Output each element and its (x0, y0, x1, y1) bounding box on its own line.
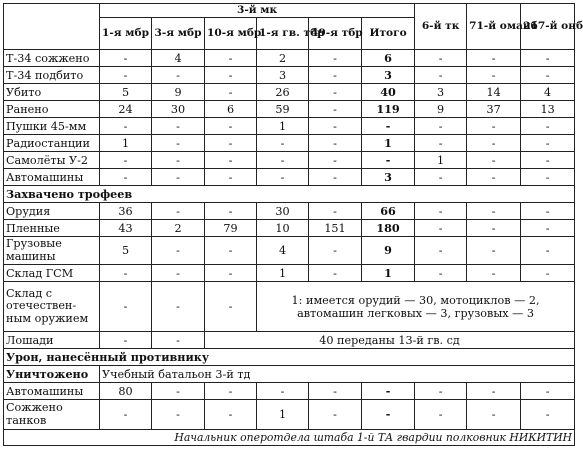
table-cell: - (309, 400, 362, 430)
table-cell: - (467, 152, 521, 169)
col-header: 49-я тбр (309, 18, 362, 50)
table-cell: 9 (415, 101, 467, 118)
row-label: Пушки 45-мм (4, 118, 100, 135)
table-cell: - (362, 400, 415, 430)
footer-row (4, 430, 575, 446)
warehouse-note: 1: имеется орудий — 30, мотоциклов — 2, автомашин легковых — 3, грузовых — 3 (257, 282, 575, 332)
table-cell: 59 (257, 101, 309, 118)
table-cell: - (309, 67, 362, 84)
table-cell: - (309, 265, 362, 282)
table-cell: 43 (100, 220, 152, 237)
table-row (4, 169, 575, 186)
table-cell: 1 (362, 135, 415, 152)
section-row (4, 186, 575, 203)
corner-cell (4, 4, 100, 50)
table-cell: 6 (362, 50, 415, 67)
table-cell: - (152, 67, 205, 84)
table-cell: - (205, 152, 257, 169)
destroyed-note: Учебный батальон 3-й тд (100, 366, 575, 383)
table-cell: - (415, 118, 467, 135)
table-row (4, 67, 575, 84)
table-cell: - (309, 135, 362, 152)
table-cell: - (205, 265, 257, 282)
table-cell: - (257, 169, 309, 186)
table-cell: - (152, 282, 205, 332)
table-cell: - (152, 332, 205, 349)
table-cell: 9 (152, 84, 205, 101)
table-cell: 26 (257, 84, 309, 101)
row-label: Убито (4, 84, 100, 101)
table-cell: 37 (467, 101, 521, 118)
table-cell: - (257, 135, 309, 152)
row-label: Пленные (4, 220, 100, 237)
table-cell: - (257, 152, 309, 169)
table-cell: 4 (521, 84, 575, 101)
table-cell: - (521, 67, 575, 84)
table-cell: 30 (152, 101, 205, 118)
table-cell: 5 (100, 84, 152, 101)
table-cell: 24 (100, 101, 152, 118)
table-cell: - (152, 265, 205, 282)
table-cell: - (309, 169, 362, 186)
table-cell: - (521, 237, 575, 265)
row-label: Т-34 подбито (4, 67, 100, 84)
table-cell: - (205, 169, 257, 186)
table-row (4, 152, 575, 169)
table-cell: - (521, 152, 575, 169)
row-label: Грузовые машины (4, 237, 100, 265)
table-cell: 80 (100, 383, 152, 400)
table-cell: 4 (257, 237, 309, 265)
table-row (4, 203, 575, 220)
row-label: Склад с отечествен-ным оружием (4, 282, 100, 332)
table-cell: - (100, 152, 152, 169)
table-cell: - (100, 332, 152, 349)
table-cell: 3 (362, 169, 415, 186)
section-title: Захвачено трофеев (4, 186, 575, 203)
table-row (4, 282, 575, 332)
table-cell: - (521, 118, 575, 135)
table-cell: - (205, 50, 257, 67)
table-cell: - (415, 237, 467, 265)
table-cell: - (415, 265, 467, 282)
table-cell: 36 (100, 203, 152, 220)
table-cell: - (309, 118, 362, 135)
table-cell: - (415, 67, 467, 84)
table-cell: - (521, 135, 575, 152)
table-cell: 1 (257, 265, 309, 282)
row-label: Ранено (4, 101, 100, 118)
table-cell: 10 (257, 220, 309, 237)
table-cell: - (309, 84, 362, 101)
group-header-3mk: 3-й мк (100, 4, 415, 18)
col-header: 6-й тк (415, 4, 467, 50)
table-cell: - (415, 203, 467, 220)
table-cell: - (521, 265, 575, 282)
table-cell: 13 (521, 101, 575, 118)
table-cell: 119 (362, 101, 415, 118)
table-cell: - (521, 50, 575, 67)
table-cell: 79 (205, 220, 257, 237)
table-cell: - (309, 383, 362, 400)
table-row (4, 332, 575, 349)
table-cell: - (467, 50, 521, 67)
table-cell: - (205, 400, 257, 430)
table-row (4, 118, 575, 135)
table-cell: 180 (362, 220, 415, 237)
table-cell: - (152, 400, 205, 430)
table-cell: - (467, 400, 521, 430)
table-cell: 4 (152, 50, 205, 67)
row-label: Автомашины (4, 383, 100, 400)
losses-table (3, 3, 583, 446)
table-cell: 2 (152, 220, 205, 237)
table-cell: 66 (362, 203, 415, 220)
table-cell: - (152, 203, 205, 220)
table-cell: - (521, 400, 575, 430)
col-header: Итого (362, 18, 415, 50)
row-label: Орудия (4, 203, 100, 220)
table-cell: - (100, 400, 152, 430)
col-header: 1-я гв. тбр (257, 18, 309, 50)
table-cell: - (467, 220, 521, 237)
table-cell: - (467, 67, 521, 84)
table-row (4, 135, 575, 152)
table-cell: - (415, 400, 467, 430)
table-cell: 3 (362, 67, 415, 84)
table-cell: 9 (362, 237, 415, 265)
table-cell: - (309, 237, 362, 265)
table-cell: - (415, 220, 467, 237)
table-cell: - (309, 152, 362, 169)
table-cell: 6 (205, 101, 257, 118)
table-cell: - (257, 383, 309, 400)
table-cell: - (467, 135, 521, 152)
table-cell: - (100, 265, 152, 282)
table-row (4, 237, 575, 265)
table-cell: - (205, 237, 257, 265)
section-title: Урон, нанесённый противнику (4, 349, 575, 366)
table-cell: - (152, 169, 205, 186)
table-cell: - (205, 203, 257, 220)
table-cell: - (521, 169, 575, 186)
table-cell: - (309, 101, 362, 118)
table-cell: - (467, 203, 521, 220)
col-header: 1-я мбр (100, 18, 152, 50)
table-cell: - (100, 169, 152, 186)
row-label: Радиостанции (4, 135, 100, 152)
table-cell: 5 (100, 237, 152, 265)
table-cell: - (152, 237, 205, 265)
table-row (4, 50, 575, 67)
table-cell: - (362, 383, 415, 400)
table-cell: 30 (257, 203, 309, 220)
row-label: Т-34 сожжено (4, 50, 100, 67)
horses-note: 40 переданы 13-й гв. сд (205, 332, 575, 349)
table-cell: - (100, 118, 152, 135)
table-cell: - (100, 50, 152, 67)
signature-line: Начальник оперотдела штаба 1-й ТА гвардии полковник НИКИТИН (4, 430, 575, 446)
table-cell: - (467, 237, 521, 265)
row-label: Уничтожено (4, 366, 100, 383)
table-row (4, 101, 575, 118)
table-row (4, 265, 575, 282)
table-cell: - (309, 203, 362, 220)
table-cell: - (415, 169, 467, 186)
table-cell: - (100, 67, 152, 84)
table-cell: - (415, 383, 467, 400)
table-cell: - (152, 135, 205, 152)
col-header: 10-я мбр (205, 18, 257, 50)
table-cell: 1 (362, 265, 415, 282)
table-cell: - (521, 203, 575, 220)
table-cell: - (362, 152, 415, 169)
row-label: Сожжено танков (4, 400, 100, 430)
table-cell: - (205, 282, 257, 332)
table-cell: - (521, 383, 575, 400)
table-cell: - (100, 282, 152, 332)
table-row (4, 383, 575, 400)
table-cell: 3 (415, 84, 467, 101)
table-cell: - (362, 118, 415, 135)
table-cell: - (521, 220, 575, 237)
section-row (4, 349, 575, 366)
table-cell: 40 (362, 84, 415, 101)
table-cell: 1 (100, 135, 152, 152)
table-cell: - (415, 135, 467, 152)
row-label: Склад ГСМ (4, 265, 100, 282)
table-row (4, 84, 575, 101)
table-cell: - (152, 118, 205, 135)
table-cell: 3 (257, 67, 309, 84)
col-header: 71-й оманб (467, 4, 521, 50)
col-header: 217-й онб (521, 4, 575, 50)
table-cell: 1 (257, 118, 309, 135)
table-cell: 14 (467, 84, 521, 101)
table-cell: - (309, 50, 362, 67)
table-row (4, 220, 575, 237)
col-header: 3-я мбр (152, 18, 205, 50)
table-cell: - (467, 118, 521, 135)
table-cell: - (152, 383, 205, 400)
row-label: Самолёты У-2 (4, 152, 100, 169)
table-cell: - (415, 50, 467, 67)
table-cell: 1 (415, 152, 467, 169)
table-cell: - (467, 265, 521, 282)
table-cell: - (467, 169, 521, 186)
table-cell: 1 (257, 400, 309, 430)
table-cell: - (205, 84, 257, 101)
table-cell: 2 (257, 50, 309, 67)
table-cell: - (205, 135, 257, 152)
table-row (4, 400, 575, 430)
table-cell: 151 (309, 220, 362, 237)
table-cell: - (205, 383, 257, 400)
table-cell: - (205, 118, 257, 135)
table-cell: - (152, 152, 205, 169)
row-label: Автомашины (4, 169, 100, 186)
table-row (4, 366, 575, 383)
table-cell: - (205, 67, 257, 84)
row-label: Лошади (4, 332, 100, 349)
table-cell: - (467, 383, 521, 400)
